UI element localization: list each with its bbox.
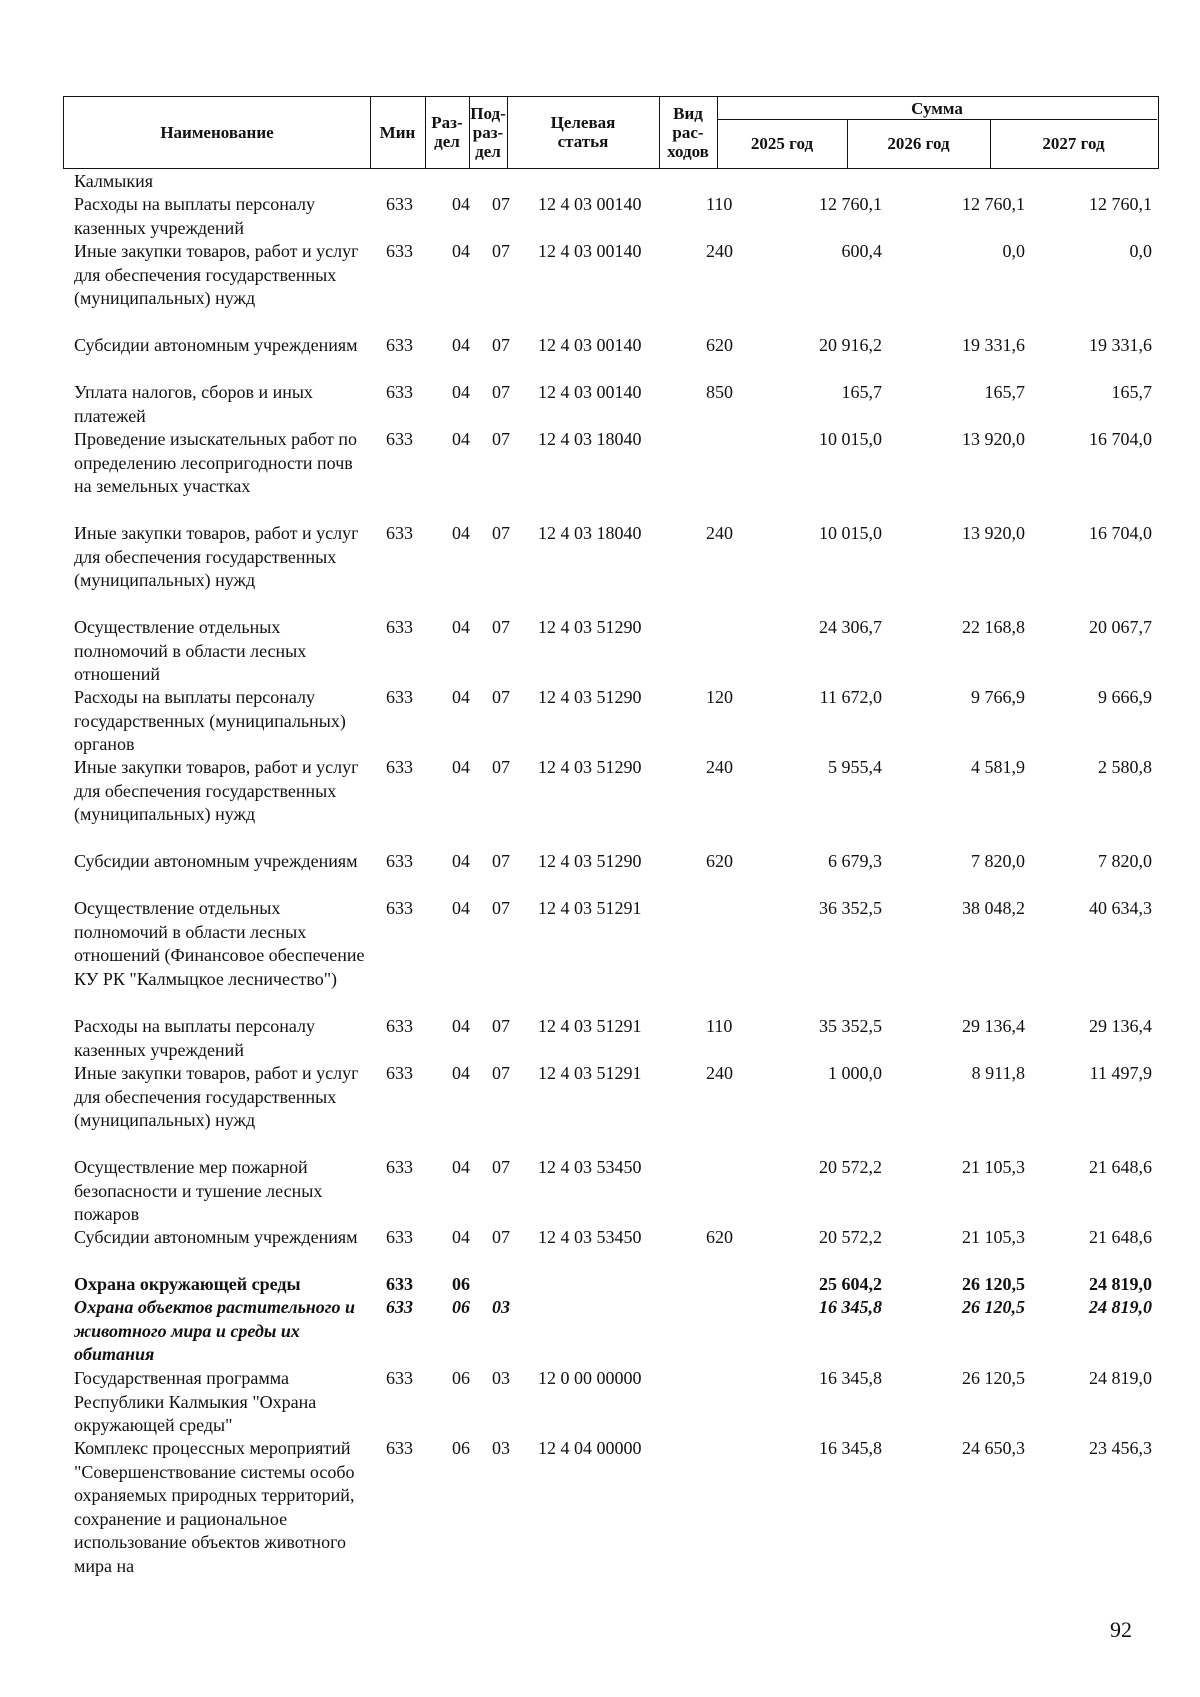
row-name: Иные закупки товаров, работ и услуг для обеспечения государственных (муниципальных) нужд (74, 523, 359, 590)
row-vid: 240 (706, 1063, 733, 1083)
row-podrazdel: 07 (492, 382, 510, 402)
row-min: 633 (386, 241, 413, 261)
row-razdel: 04 (452, 335, 470, 355)
row-name: Иные закупки товаров, работ и услуг для обеспечения государственных (муниципальных) нужд (74, 1063, 359, 1130)
row-name: Охрана объектов растительного и животного мира и среды их обитания (74, 1297, 355, 1364)
row-2025: 1 000,0 (828, 1063, 882, 1083)
row-razdel: 04 (452, 1227, 470, 1247)
row-vid: 850 (706, 382, 733, 402)
row-razdel: 04 (452, 194, 470, 214)
row-razdel: 04 (452, 1016, 470, 1036)
row-celevaya: 12 4 03 53450 (538, 1157, 642, 1177)
row-razdel: 04 (452, 757, 470, 777)
row-name: Уплата налогов, сборов и иных платежей (74, 382, 313, 426)
row-2025: 36 352,5 (819, 898, 882, 918)
row-podrazdel: 07 (492, 1016, 510, 1036)
row-podrazdel: 07 (492, 194, 510, 214)
row-vid: 110 (706, 1016, 733, 1036)
row-2026: 0,0 (1002, 241, 1025, 261)
row-min: 633 (386, 1016, 413, 1036)
row-2025: 600,4 (841, 241, 882, 261)
row-razdel: 06 (452, 1297, 470, 1317)
row-podrazdel: 07 (492, 1227, 510, 1247)
row-min: 633 (386, 1227, 413, 1247)
row-min: 633 (386, 1438, 413, 1458)
row-name: Субсидии автономным учреждениям (74, 335, 358, 355)
row-razdel: 04 (452, 687, 470, 707)
row-min: 633 (386, 1297, 413, 1317)
row-min: 633 (386, 898, 413, 918)
header-year-2025: 2025 год (750, 134, 814, 153)
row-name: Проведение изыскательных работ по определению лесопригодности почв на земельных участках (74, 429, 358, 496)
header-razdel: Раз- дел (431, 113, 463, 151)
row-razdel: 04 (452, 241, 470, 261)
row-2026: 13 920,0 (962, 523, 1025, 543)
row-2027: 40 634,3 (1089, 898, 1152, 918)
row-2027: 23 456,3 (1089, 1438, 1152, 1458)
header-celevaya-statya: Целевая статья (550, 113, 616, 151)
row-2027: 21 648,6 (1089, 1227, 1152, 1247)
row-2025: 20 916,2 (819, 335, 882, 355)
row-2027: 29 136,4 (1089, 1016, 1152, 1036)
row-name: Расходы на выплаты персоналу казенных учреждений (74, 194, 315, 238)
row-2025: 16 345,8 (819, 1297, 882, 1317)
header-summa: Сумма (911, 98, 963, 118)
row-podrazdel: 03 (492, 1368, 510, 1388)
row-2027: 21 648,6 (1089, 1157, 1152, 1177)
row-2027: 7 820,0 (1098, 851, 1152, 871)
row-name: Калмыкия (74, 171, 154, 191)
row-name: Осуществление отдельных полномочий в области лесных отношений (Финансовое обеспечение КУ РК "Калмыцкое лесничество") (74, 898, 365, 989)
row-2025: 35 352,5 (819, 1016, 882, 1036)
row-2026: 4 581,9 (971, 757, 1025, 777)
row-podrazdel: 07 (492, 687, 510, 707)
row-2026: 38 048,2 (962, 898, 1025, 918)
row-celevaya: 12 4 03 18040 (538, 523, 642, 543)
row-2026: 24 650,3 (962, 1438, 1025, 1458)
row-min: 633 (386, 194, 413, 214)
row-2026: 8 911,8 (971, 1063, 1025, 1083)
row-2027: 12 760,1 (1089, 194, 1152, 214)
row-2025: 16 345,8 (819, 1438, 882, 1458)
row-vid: 620 (706, 335, 733, 355)
row-razdel: 04 (452, 1157, 470, 1177)
row-2025: 10 015,0 (819, 523, 882, 543)
row-celevaya: 12 4 04 00000 (538, 1438, 642, 1458)
row-razdel: 04 (452, 1063, 470, 1083)
row-celevaya: 12 4 03 00140 (538, 241, 642, 261)
row-2026: 165,7 (984, 382, 1025, 402)
row-vid: 240 (706, 523, 733, 543)
row-2025: 24 306,7 (819, 617, 882, 637)
row-podrazdel: 07 (492, 1063, 510, 1083)
row-min: 633 (386, 1368, 413, 1388)
row-min: 633 (386, 523, 413, 543)
row-razdel: 06 (452, 1274, 470, 1294)
row-celevaya: 12 4 03 51291 (538, 898, 642, 918)
row-2027: 20 067,7 (1089, 617, 1152, 637)
row-podrazdel: 07 (492, 851, 510, 871)
row-2025: 25 604,2 (819, 1274, 882, 1294)
row-celevaya: 12 4 03 53450 (538, 1227, 642, 1247)
row-name: Субсидии автономным учреждениям (74, 1227, 358, 1247)
row-vid: 120 (706, 687, 733, 707)
row-2025: 20 572,2 (819, 1227, 882, 1247)
row-min: 633 (386, 851, 413, 871)
row-razdel: 04 (452, 382, 470, 402)
row-name: Государственная программа Республики Калмыкия "Охрана окружающей среды" (74, 1368, 317, 1435)
row-celevaya: 12 0 00 00000 (538, 1368, 642, 1388)
row-podrazdel: 03 (492, 1297, 510, 1317)
row-min: 633 (386, 429, 413, 449)
header-min: Мин (379, 122, 416, 142)
row-razdel: 04 (452, 617, 470, 637)
row-celevaya: 12 4 03 18040 (538, 429, 642, 449)
row-razdel: 04 (452, 898, 470, 918)
row-name: Комплекс процессных мероприятий "Совершенствование системы особо охраняемых природных территорий, сохранение и рациональное использование объектов животного мира на (74, 1438, 355, 1576)
row-name: Осуществление отдельных полномочий в области лесных отношений (74, 617, 307, 684)
table-header (63, 96, 1159, 169)
row-celevaya: 12 4 03 51290 (538, 851, 642, 871)
row-2027: 9 666,9 (1098, 687, 1152, 707)
row-min: 633 (386, 757, 413, 777)
row-celevaya: 12 4 03 51290 (538, 757, 642, 777)
row-min: 633 (386, 1063, 413, 1083)
row-celevaya: 12 4 03 51291 (538, 1016, 642, 1036)
row-2026: 12 760,1 (962, 194, 1025, 214)
row-2026: 21 105,3 (962, 1227, 1025, 1247)
row-min: 633 (386, 1274, 413, 1294)
header-year-2027: 2027 год (1042, 134, 1105, 153)
row-name: Иные закупки товаров, работ и услуг для обеспечения государственных (муниципальных) нужд (74, 241, 359, 308)
row-podrazdel: 03 (492, 1438, 510, 1458)
row-celevaya: 12 4 03 00140 (538, 335, 642, 355)
row-celevaya: 12 4 03 00140 (538, 382, 642, 402)
row-2026: 7 820,0 (971, 851, 1025, 871)
row-2027: 16 704,0 (1089, 523, 1152, 543)
row-podrazdel: 07 (492, 1157, 510, 1177)
row-2026: 22 168,8 (962, 617, 1025, 637)
row-podrazdel: 07 (492, 335, 510, 355)
page-number: 92 (1110, 1617, 1132, 1642)
row-2025: 11 672,0 (819, 687, 882, 707)
row-2027: 11 497,9 (1089, 1063, 1152, 1083)
row-min: 633 (386, 1157, 413, 1177)
row-2025: 5 955,4 (828, 757, 882, 777)
row-name: Охрана окружающей среды (74, 1274, 301, 1294)
row-2025: 16 345,8 (819, 1368, 882, 1388)
row-vid: 620 (706, 1227, 733, 1247)
row-podrazdel: 07 (492, 429, 510, 449)
row-2027: 2 580,8 (1098, 757, 1152, 777)
row-vid: 240 (706, 757, 733, 777)
row-2025: 10 015,0 (819, 429, 882, 449)
row-2026: 26 120,5 (962, 1274, 1025, 1294)
row-name: Субсидии автономным учреждениям (74, 851, 358, 871)
row-2027: 24 819,0 (1089, 1297, 1152, 1317)
row-min: 633 (386, 382, 413, 402)
row-vid: 620 (706, 851, 733, 871)
row-2026: 26 120,5 (962, 1368, 1025, 1388)
row-2025: 6 679,3 (828, 851, 882, 871)
row-podrazdel: 07 (492, 241, 510, 261)
row-2027: 165,7 (1111, 382, 1152, 402)
row-2027: 16 704,0 (1089, 429, 1152, 449)
header-name: Наименование (160, 122, 274, 142)
row-2025: 20 572,2 (819, 1157, 882, 1177)
row-podrazdel: 07 (492, 617, 510, 637)
row-min: 633 (386, 617, 413, 637)
row-2026: 26 120,5 (962, 1297, 1025, 1317)
row-vid: 240 (706, 241, 733, 261)
row-2027: 0,0 (1129, 241, 1152, 261)
row-vid: 110 (706, 194, 733, 214)
row-2025: 12 760,1 (819, 194, 882, 214)
row-2027: 24 819,0 (1089, 1368, 1152, 1388)
row-2026: 21 105,3 (962, 1157, 1025, 1177)
row-razdel: 06 (452, 1438, 470, 1458)
row-razdel: 04 (452, 851, 470, 871)
header-vid-rashodov: Вид рас- ходов (667, 103, 709, 161)
row-2025: 165,7 (841, 382, 882, 402)
row-name: Осуществление мер пожарной безопасности и тушение лесных пожаров (74, 1157, 323, 1224)
row-name: Расходы на выплаты персоналу казенных учреждений (74, 1016, 315, 1060)
row-celevaya: 12 4 03 51290 (538, 687, 642, 707)
row-razdel: 04 (452, 523, 470, 543)
row-name: Иные закупки товаров, работ и услуг для обеспечения государственных (муниципальных) нужд (74, 757, 359, 824)
row-podrazdel: 07 (492, 757, 510, 777)
row-min: 633 (386, 687, 413, 707)
row-min: 633 (386, 335, 413, 355)
row-2027: 24 819,0 (1089, 1274, 1152, 1294)
row-celevaya: 12 4 03 51291 (538, 1063, 642, 1083)
row-celevaya: 12 4 03 00140 (538, 194, 642, 214)
header-year-2026: 2026 год (887, 134, 950, 153)
row-2026: 29 136,4 (962, 1016, 1025, 1036)
row-2026: 19 331,6 (962, 335, 1025, 355)
row-2026: 9 766,9 (971, 687, 1025, 707)
header-podrazdel: Под- раз- дел (470, 103, 506, 161)
row-podrazdel: 07 (492, 523, 510, 543)
row-name: Расходы на выплаты персоналу государственных (муниципальных) органов (74, 687, 346, 754)
row-razdel: 06 (452, 1368, 470, 1388)
row-celevaya: 12 4 03 51290 (538, 617, 642, 637)
row-2027: 19 331,6 (1089, 335, 1152, 355)
row-2026: 13 920,0 (962, 429, 1025, 449)
row-razdel: 04 (452, 429, 470, 449)
row-podrazdel: 07 (492, 898, 510, 918)
